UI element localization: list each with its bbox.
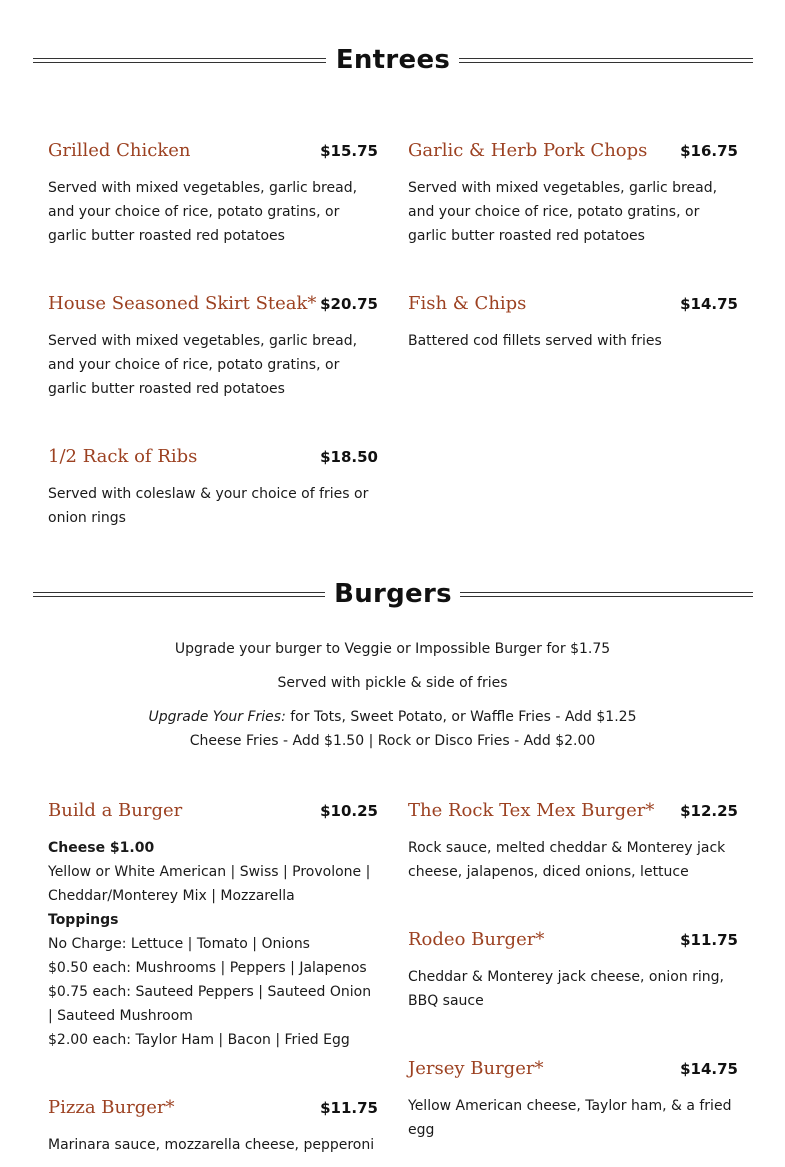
- item-name: Build a Burger: [48, 800, 183, 821]
- item-name: Jersey Burger*: [408, 1058, 544, 1079]
- header-rule-right: [459, 58, 753, 63]
- item-description: Yellow American cheese, Taylor ham, & a fried egg: [408, 1098, 732, 1138]
- topping-line: $0.50 each: Mushrooms | Peppers | Jalapenos: [48, 960, 367, 976]
- topping-line: No Charge: Lettuce | Tomato | Onions: [48, 936, 310, 952]
- menu-item: [48, 138, 378, 248]
- item-price: $14.75: [680, 1060, 738, 1078]
- burgers-title: Burgers: [334, 579, 452, 609]
- fries-upgrade-text: for Tots, Sweet Potato, or Waffle Fries - Add $1.25: [285, 709, 637, 725]
- menu-item: [408, 927, 738, 1013]
- cheese-options: Yellow or White American | Swiss | Provolone | Cheddar/Monterey Mix | Mozzarella: [48, 864, 371, 904]
- item-description: Rock sauce, melted cheddar & Monterey jack cheese, jalapenos, diced onions, lettuce: [408, 840, 726, 880]
- item-description: Served with mixed vegetables, garlic bread, and your choice of rice, potato gratins, or garlic butter roasted red potatoes: [48, 180, 358, 244]
- item-description: Served with mixed vegetables, garlic bread, and your choice of rice, potato gratins, or garlic butter roasted red potatoes: [408, 180, 718, 244]
- menu-item: [408, 798, 738, 884]
- build-burger-item: [48, 798, 378, 1052]
- item-price: $14.75: [680, 295, 738, 313]
- item-name: Grilled Chicken: [48, 140, 191, 161]
- menu-item: [408, 138, 738, 248]
- item-price: $11.75: [680, 931, 738, 949]
- upgrade-note: Upgrade your burger to Veggie or Impossible Burger for $1.75: [174, 641, 611, 657]
- topping-line: $2.00 each: Taylor Ham | Bacon | Fried Egg: [48, 1032, 350, 1048]
- item-name: Pizza Burger*: [48, 1097, 175, 1118]
- fries-upgrade-note: [0, 705, 785, 729]
- item-name: The Rock Tex Mex Burger*: [408, 800, 655, 821]
- burgers-section-header: [33, 576, 753, 612]
- item-price: $15.75: [320, 142, 378, 160]
- item-description: Marinara sauce, mozzarella cheese, pepperoni: [48, 1137, 375, 1153]
- item-price: $12.25: [680, 802, 738, 820]
- item-description: Served with coleslaw & your choice of fries or onion rings: [48, 486, 369, 526]
- item-price: $20.75: [320, 295, 378, 313]
- entrees-title: Entrees: [335, 45, 451, 75]
- cheese-heading: Cheese $1.00: [48, 840, 155, 856]
- header-rule-right: [460, 592, 753, 597]
- menu-item: [408, 1056, 738, 1142]
- item-name: Garlic & Herb Pork Chops: [408, 140, 648, 161]
- item-price: $18.50: [320, 448, 378, 466]
- fries-upgrade-note-2: Cheese Fries - Add $1.50 | Rock or Disco Fries - Add $2.00: [189, 733, 596, 749]
- topping-line: $0.75 each: Sauteed Peppers | Sauteed Onion | Sauteed Mushroom: [48, 984, 372, 1024]
- menu-item: [48, 291, 378, 401]
- item-price: $11.75: [320, 1099, 378, 1117]
- served-note: Served with pickle & side of fries: [277, 675, 508, 691]
- item-description: Cheddar & Monterey jack cheese, onion ring, BBQ sauce: [408, 969, 725, 1009]
- item-description: Battered cod fillets served with fries: [408, 333, 662, 349]
- menu-item: [48, 444, 378, 530]
- item-name: 1/2 Rack of Ribs: [48, 446, 198, 467]
- item-description: Served with mixed vegetables, garlic bread, and your choice of rice, potato gratins, or garlic butter roasted red potatoes: [48, 333, 358, 397]
- item-name: House Seasoned Skirt Steak*: [48, 293, 317, 314]
- item-name: Rodeo Burger*: [408, 929, 545, 950]
- menu-item: [408, 291, 738, 353]
- item-price: $16.75: [680, 142, 738, 160]
- entrees-section-header: [33, 42, 753, 78]
- item-name: Fish & Chips: [408, 293, 527, 314]
- menu-item: [48, 1095, 378, 1157]
- fries-upgrade-label: Upgrade Your Fries:: [148, 709, 286, 725]
- item-price: $10.25: [320, 802, 378, 820]
- toppings-heading: Toppings: [48, 912, 119, 928]
